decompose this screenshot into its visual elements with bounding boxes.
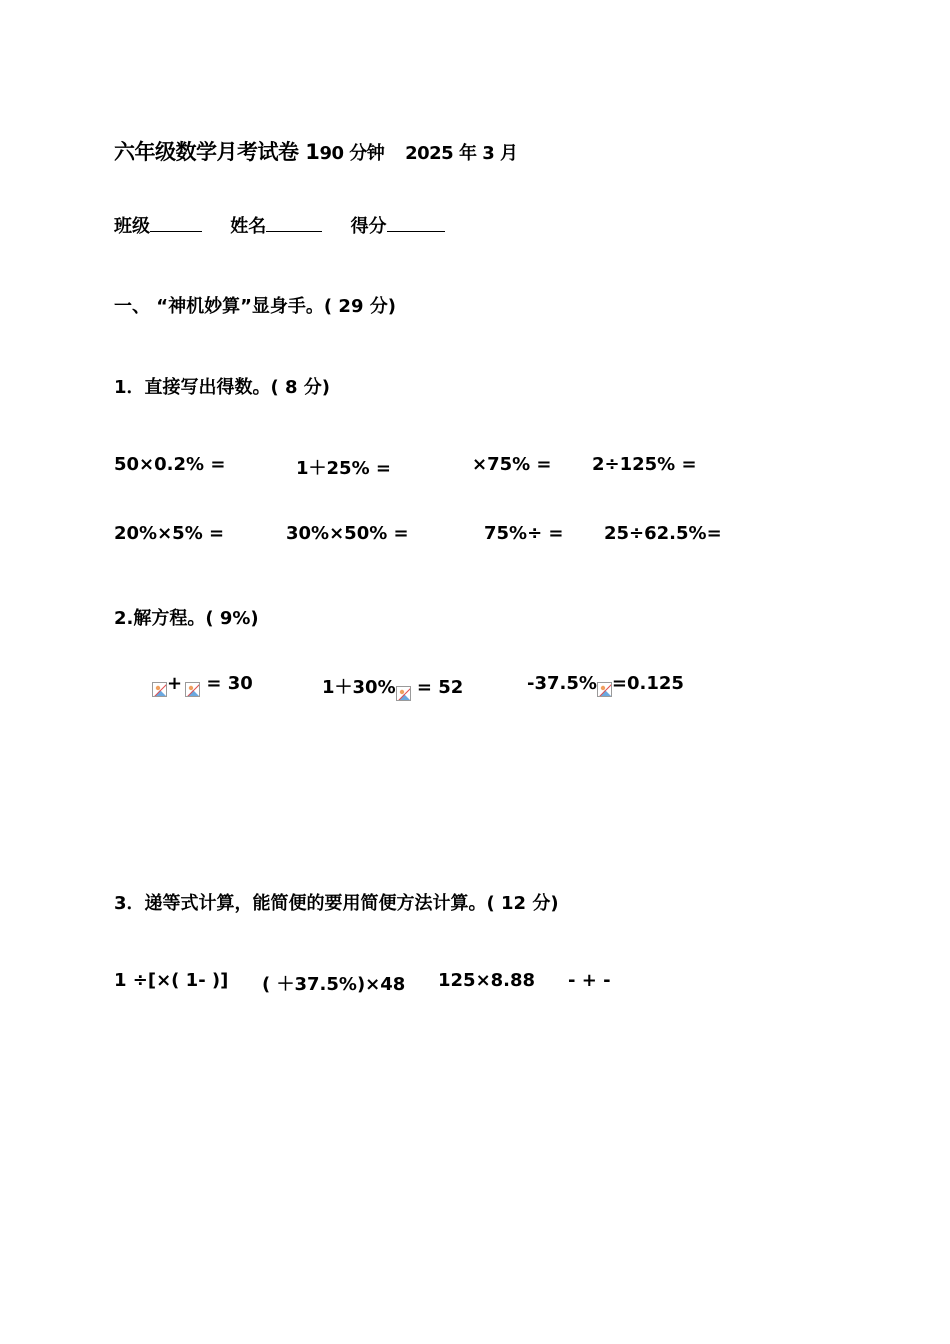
q1-r2-c2: 30%×50% = [286,523,409,544]
q1-r2-c1: 20%×5% = [114,523,225,544]
title-main: 六年级数学月考试卷 1 [114,140,320,164]
eq1-rest: = 30 [206,673,253,694]
score-label: 得分 [350,216,387,237]
q1-r1-c3: ×75% = [472,454,552,475]
name-field [230,212,322,238]
q3-item-3: 125×8.88 [438,970,536,991]
title-duration: 90 分钟 [319,143,385,164]
equation-3 [527,673,684,697]
broken-image-icon [152,682,167,697]
class-blank [150,219,202,232]
title-date: 2025 年 3 月 [405,143,518,164]
q1-r1-c4: 2÷125% = [592,454,697,475]
broken-image-icon [396,686,411,701]
eq3-left: -37.5% [527,673,597,694]
class-field [114,212,202,238]
q1-r2-c3: 75%÷ = [484,523,564,544]
section1-heading: 一、 “神机妙算”显身手。( 29 分) [114,296,396,317]
broken-image-icon [597,682,612,697]
q3-item-4: - + - [568,970,611,991]
exam-title [114,136,518,166]
eq2-left: 1＋30% [322,677,396,698]
q1-r1-c1: 50×0.2% = [114,454,226,475]
broken-image-icon [185,682,200,697]
q3-item-2: ( ＋37.5%)×48 [262,974,406,995]
score-field [351,212,445,238]
eq2-rest: = 52 [416,677,464,698]
student-info [114,212,467,238]
score-blank [387,219,445,232]
name-label: 姓名 [230,216,267,237]
q3-heading: 3．递等式计算，能简便的要用简便方法计算。( 12 分) [114,893,559,914]
q3-item-1: 1 ÷[×( 1- )] [114,970,229,991]
equation-2 [322,673,463,701]
q1-r2-c4: 25÷62.5%= [604,523,722,544]
q1-heading: 1．直接写出得数。( 8 分) [114,377,331,398]
equation-1 [152,673,253,697]
eq1-plus: + [167,673,183,694]
q1-r1-c2: 1＋25% = [296,458,391,479]
class-label: 班级 [114,216,150,237]
name-blank [266,219,322,232]
q2-heading: 2.解方程。( 9%) [114,608,259,629]
eq3-rest: =0.125 [611,673,684,694]
